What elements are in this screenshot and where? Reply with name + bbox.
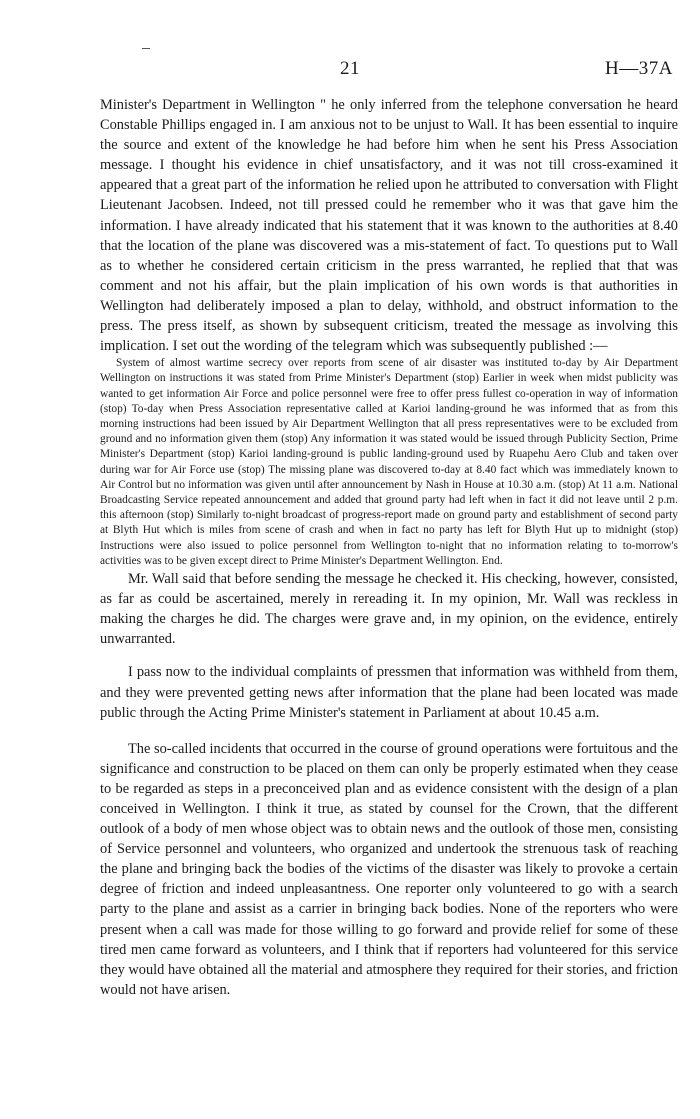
page-number: 21 xyxy=(340,58,360,79)
paragraph-continuation: Minister's Department in Wellington " he only inferred from the telephone conversation he heard Constable Phillips engaged in. I am anxious not to be unjust to Wall. It has been essential to inquire the source and extent of the knowledge he had before him when he sent his Press Association message. I thought his evidence in chief unsatisfactory, and it was not till cross-examined it appeared that a great part of the information he relied upon he attributed to conversation with Flight Lieutenant Jacobsen. Indeed, not till pressed could he remember who it was that gave him the information. I have already indicated that his statement that it was known to the authorities at 8.40 that the location of the plane was discovered was a mis-statement of fact. To questions put to Wall as to whether he considered certain criticism in the press warranted, he replied that that was comment and not his affair, but the plain implication of his own words is that authorities in Wellington had deliberately imposed a plan to delay, withhold, and obstruct information to the press. The press itself, as shown by subsequent criticism, treated the message as involving this implication. I set out the wording of the telegram which was subsequently published :— xyxy=(100,97,678,355)
paper-reference: H—37A xyxy=(605,58,673,79)
paragraph-ground-operations: The so-called incidents that occurred in the course of ground operations were fortuitous and the significance and construction to be placed on them can only be properly estimated when they cease to be regarded as steps in a preconceived plan and as evidence consistent with the design of a plan conceived in Wellington. I think it true, as stated by counsel for the Crown, that the different outlook of a body of men whose object was to obtain news and the outlook of those men, consisting of Service personnel and volunteers, who organized and undertook the strenuous task of reaching the plane and bringing back the bodies of the victims of the disaster was likely to provoke a certain degree of friction and indeed unpleasantness. One reporter only volunteered to go with a search party to the plane and assist as a carrier in bringing back bodies. None of the reporters who were present when a call was made for those willing to go forward and provide relief for some of these tired men came forward as volunteers, and I think that if reporters had volunteered for this service they would have obtained all the material and atmosphere they required for their stories, and friction would not have arisen. xyxy=(100,740,678,998)
telegram-quote: System of almost wartime secrecy over reports from scene of air disaster was instituted to-day by Air Department Wellington on instructions it was stated from Prime Minister's Department (stop) Earlier in week when midst publicity was wanted to get information Air Force and police personnel were free to offer press fullest co-operation in way of information (stop) To-day when Press Association representative called at Karioi landing-ground he was informed that as from this morning instructions had been issued by Air Department Wellington that all press representatives were to be excluded from ground and no information given them (stop) Any information it was stated would be issued through Publicity Section, Prime Minister's Department (stop) Karioi landing-ground is public landing-ground used by Ruapehu Aero Club and taken over during war for Air Force use (stop) The missing plane was discovered to-day at 8.40 fact which was immediately known to Air Control but no information was given until after announcement by Nash in House at 10.30 a.m. (stop) At 11 a.m. National Broadcasting Service repeated announcement and added that ground party had left when in fact it did not leave until 2 p.m. this afternoon (stop) Similarly to-night broadcast of progress-report made on ground party and establishment of second party at Blyth Hut which is miles from scene of crash and when in fact no party has left for Blyth Hut up to midnight (stop) Instructions were also issued to police personnel from Wellington to-night that no information relating to to-morrow's activities was to be given except direct to Prime Minister's Department Wellington. End. xyxy=(100,357,678,567)
paragraph-pressmen-complaints: I pass now to the individual complaints of pressmen that information was withheld from them, and they were prevented getting news after information that the plane had been located was made public through the Acting Prime Minister's statement in Parliament at about 10.45 a.m. xyxy=(100,664,678,721)
paragraph-wall-checking: Mr. Wall said that before sending the message he checked it. His checking, however, consisted, as far as could be ascertained, merely in rereading it. In my opinion, Mr. Wall was reckless in making the charges he did. The charges were grave and, in my opinion, on the evidence, entirely unwarranted. xyxy=(100,571,678,648)
margin-mark xyxy=(142,48,150,49)
body-text xyxy=(100,95,678,1000)
